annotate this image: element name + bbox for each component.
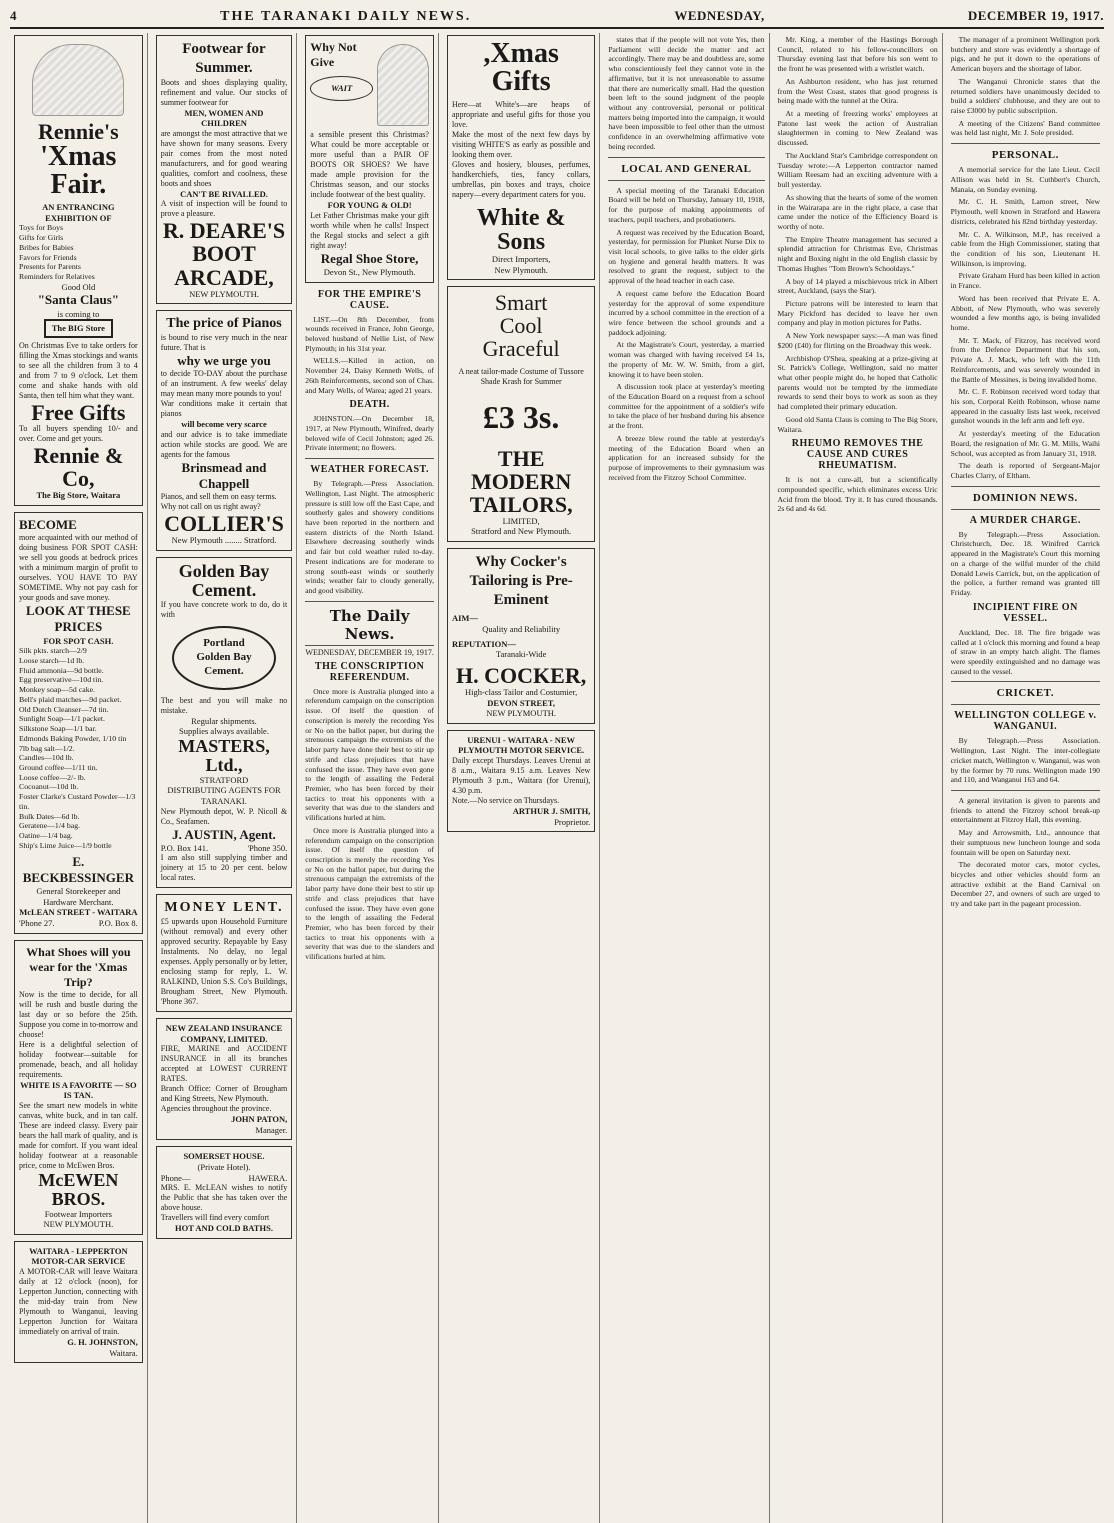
modern-address: Stratford and New Plymouth. [471,526,572,537]
modern-sub: LIMITED, [502,515,540,526]
somerset-place: HAWERA. [248,1172,288,1183]
personal-paragraph: The death is reported of Sergeant-Major Charles Clarry, of Eltham. [950,461,1100,481]
look-prices-heading: LOOK AT THESE PRICES [25,603,131,635]
beckbessinger-sub: General Storekeeper and Hardware Merchant. [36,886,121,907]
taranaki-wide: Taranaki-Wide [495,649,547,660]
death-heading: DEATH. [349,399,390,411]
weather-heading: WEATHER FORECAST. [310,464,429,476]
pianos-heading: The price of Pianos [166,316,282,332]
gifts-line: Reminders for Relatives [19,272,95,282]
deare-boot-ad [156,35,293,304]
spot-cash-label: FOR SPOT CASH. [43,635,114,646]
gifts-line: Bribes for Babies [19,242,74,252]
beckbessinger-po: P.O. Box 8. [98,917,138,928]
for-young-old: FOR YOUNG & OLD! [327,200,412,210]
fire-marine: FIRE, MARINE and ACCIDENT INSURANCE in all its branches accepted at LOWEST CURRENT RATES. [160,1044,288,1084]
xmas-gifts-heading: ,Xmas Gifts [483,38,559,97]
price-item: Edmonds Baking Powder, 1/10 tin [19,733,127,743]
waitara-lepperton: WAITARA - LEPPERTON [29,1245,128,1256]
rennie-xmas-fair-ad [14,35,143,506]
empire-cause-heading: FOR THE EMPIRE'S CAUSE. [317,288,422,311]
gifts-line: Gifts for Girls [19,233,64,243]
golden-bay-cement-ad [156,557,293,889]
regular-shipments: Regular shipments. [191,715,257,726]
article-paragraph: At a meeting of freezing works' employees at Patone last week the action of Australian slaughtermen in coming to New Zealand was discussed. [777,109,938,148]
modern-tailors-ad [447,286,595,542]
daily-news-title: The Daily News. [305,607,434,646]
masters-name: MASTERS, Ltd., [178,735,270,775]
personal-paragraph: Mr. C. A. Wilkinson, M.P., has received a cable from the High Commissioner, stating that the condition of his son, Lieutenant H. Wilkinson, is improving. [950,229,1100,268]
supplies-text: Supplies always available. [179,726,269,737]
masthead-date: DECEMBER 19, 1917. [967,8,1104,23]
mcewen-sub: Footwear Importers [44,1208,112,1219]
gifts-line: Presents for Parents [19,262,81,272]
urenui-note: Note.—No service on Thursdays. [451,796,560,806]
article-paragraph: A request was received by the Education Board, yesterday, for permission for Plunket Nurse Dix to visit local schools, to give talks to the elder girls on hygiene and general health matters. It was resolved to grant the request, subject to the approval of the head teacher in each case. [608,227,765,286]
article-paragraph: At the Magistrate's Court, yesterday, a married woman was charged with having received £4 1s, the property of Mr. W. W. Smith, from a girl, knowing it to have been stolen. [608,340,765,379]
reputation-label: REPUTATION— [451,638,516,649]
price-item: Egg preservative—10d tin. [19,675,104,685]
footwear-body-2: are amongst the most attractive that we have shown for many seasons. Every pair comes from the most noted manufacturers, and for good wearing qualities, comfort and coolness, these boots and shoes [160,128,288,188]
rennie-name: Rennie's [38,119,119,144]
become-body: more acquainted with our method of doing business FOR SPOT CASH: we sell you goods at bedrock prices with a minimum margin of profit to ourselves. YOU HAVE TO PAY SOMETIME. Why not pay cash for your goods and save money. [19,533,138,603]
golden-bay-heading: Golden Bay Cement. [178,560,270,600]
may-arrowsmith: May and Arrowsmith, Ltd., announce that their sumptuous new luncheon lounge and soda fountain will be open on Saturday next. [950,828,1100,857]
become-heading: BECOME [19,516,77,532]
urenui-heading: URENUI - WAITARA - NEW PLYMOUTH MOTOR SERVICE. [458,734,585,756]
price-item: Monkey soap—5d cake. [19,685,96,695]
price-item: Silkstone Soap—1/1 bar. [19,724,97,734]
beckbessinger-address: McLEAN STREET - WAITARA [19,907,138,918]
white-sons-ad [447,35,595,280]
article-paragraph: Picture patrons will be interested to learn that Mary Pickford has decided to leave her own company and play in motion pictures for Paths. [777,298,938,328]
price-item: Loose coffee—2/- lb. [19,772,86,782]
murder-heading: A MURDER CHARGE. [969,514,1081,526]
article-paragraph: A special meeting of the Taranaki Education Board will be held on Thursday, January 10, 1918, for the purpose of making appointments of teachers, pupil teachers, and probationers. [608,185,765,224]
personal-heading: PERSONAL. [991,149,1059,162]
golden-body-2: The best and you will make no mistake. [160,695,288,715]
regal-address: Devon St., New Plymouth. [323,266,416,277]
price-item: Bell's plaid matches—9d packet. [19,694,122,704]
pianos-body-2: to decide TO-DAY about the purchase of an instrument. A few weeks' delay may mean many more pounds to you! [160,369,288,399]
shoes-body-2: Here is a delightful selection of holiday footwear—suitable for promenade, beach, and all holiday requirements. [19,1039,138,1079]
arthur-role: Proprietor. [554,816,591,827]
hot-cold-baths: HOT AND COLD BATHS. [175,1223,273,1234]
graceful-text: Graceful [482,336,560,362]
price-item: Cocoanut—10d lb. [19,782,79,792]
news-text [778,35,938,434]
santa-claus-heading: "Santa Claus" [37,292,119,308]
oval-line: Portland [203,637,245,650]
footwear-heading: Footwear for Summer. [182,41,266,76]
brinsmead-chappell: Brinsmead and Chappell [181,459,267,491]
urenui-body: Daily except Thursdays. Leaves Urenui at 8 a.m., Waitara 9.15 a.m. Leaves New Plymouth 3 p.m., Waitara (for Urenui), 4.30 p.m. [451,756,591,796]
money-lent-heading: MONEY LENT. [164,900,284,916]
xmas-body-2: Make the most of the next few days by visiting WHITE'S as early as possible and looking them over. [451,130,591,159]
quality-text: Quality and Reliability [482,623,561,634]
money-lent-ad [156,894,293,1012]
local-general-text [608,186,764,483]
johnston-notice: JOHNSTON.—On December 18, 1917, at New Plymouth, Winifred, dearly beloved wife of Cecil Johnston; aged 26. Private interment; no flowers. [305,414,434,453]
personal-text [951,165,1100,481]
mcewen-shoes-ad [14,940,143,1235]
somerset-phone: Phone— [160,1172,191,1183]
personal-paragraph: Mr. C. F. Robinson received word today that his son, Corporal Keith Robinson, whose name appeared in the casualty lists last week, received gunshot wounds in the left arm and left eye. [950,387,1100,426]
article-paragraph: states that if the people will not vote Yes, then Parliament will decide the matter and act accordingly. There may be and doubtless are, some who conscientiously feel they cannot vote in the affirmative, but it is not unreasonable to assume that there are numerically small. Had the question been left to the sound judgment of the people without any controversial, personal or political matters being imported into the campaign, it would have been impossible to feel other than the utmost confidence in an overwhelming affirmative vote being recorded. [608,35,765,151]
why-not-give: Why Not Give [310,40,357,69]
masters-distributors: DISTRIBUTING AGENTS FOR TARANAKI. [167,785,281,806]
colliers-name: COLLIER'S [164,511,284,537]
gifts-list [19,223,138,281]
white-sub: Direct Importers, [491,254,551,264]
austin-agent: J. AUSTIN, Agent. [172,826,276,842]
murder-body: By Telegraph.—Press Association. Christchurch, Dec. 18. Winifred Carrick appeared in the Magistrate's Court this morning on a charge of the wilful murder of the child Donald Lewis Carrick, but, on the application of the police, a further remand was granted till Friday. [950,529,1100,598]
why-urge: why we urge you [177,352,271,368]
branch-office: Branch Office: Corner of Brougham and King Streets, New Plymouth. [160,1084,288,1104]
cricket-heading: CRICKET. [996,687,1054,700]
news-text-top [951,35,1100,138]
johnston-name: G. H. JOHNSTON, [67,1337,138,1348]
article-paragraph: A boy of 14 played a mischievous trick in Albert street, Auckland, (says the Star). [777,276,938,296]
rennie-address: The Big Store, Waitara [36,490,121,501]
why-body: a sensible present this Christmas? What could be more acceptable or more useful than a PAIR OF BOOTS OR SHOES? We have made ample provision for the Christmas season, and our stocks include footwear of the best quality. [310,130,429,199]
shoes-body-3: See the smart new models in white canvas, white buck, and in tan calf. These are indeed classy. Every pair bears the hall mark of quality, and is made for comfort. If you want ideal holiday footwear at a reasonable price, come to McEwen Bros. [19,1100,138,1170]
deare-name: R. DEARE'S [162,218,286,244]
wellington-college-heading: WELLINGTON COLLEGE v. WANGANUI. [954,710,1097,733]
price-item: Bulk Dates—6d lb. [19,811,80,821]
rennie-co: Rennie & Co, [33,442,124,492]
article-paragraph: A request came before the Education Board yesterday for the approval of some expenditure incurred by a school committee in the erection of a wire fence between the school grounds and a paddock adjoining. [608,288,765,337]
paton-name: JOHN PATON, [231,1114,288,1125]
pianos-body: is bound to rise very much in the near future. That is [160,332,288,352]
footwear-body: Boots and shoes displaying quality, refinement and value. Our stocks of summer footwear for [160,77,288,107]
article-paragraph: The Wanganui Chronicle states that the returned soldiers have unanimously decided to build a soldiers' clubhouse, and they are out to raise £3000 by public subscription. [950,76,1100,116]
deare-address: NEW PLYMOUTH. [189,288,259,299]
price-item: Silk pkts. starch—2/9 [19,646,87,656]
cocker-sub: High-class Tailor and Costumier, [465,686,578,697]
article-paragraph: The Auckland Star's Cambridge correspondent on Tuesday wrote:—A Lepperton contractor named William Reesam had an exciting adventure with a bull yesterday. [777,150,938,190]
conscription-heading: THE CONSCRIPTION REFERENDUM. [314,660,425,683]
wait-badge: WAIT [310,76,373,101]
coming-to: is coming to [57,308,100,319]
austin-po: P.O. Box 141. [160,842,209,853]
xmas-body: Here—at White's—are heaps of appropriate and useful gifts for those you love. [451,100,591,129]
price-item: Fluid ammonia—9d bottle. [19,665,104,675]
mrs-mclean: MRS. E. McLEAN wishes to notify the Public that she has taken over the above house. [160,1183,288,1213]
nz-insurance-name: NEW ZEALAND INSURANCE COMPANY, LIMITED. [165,1022,283,1044]
price-item: 7lb bag salt—1/2. [19,743,75,753]
daily-news-date: WEDNESDAY, DECEMBER 19, 1917. [305,647,434,657]
johnston-place: Waitara. [109,1347,138,1358]
article-paragraph: The manager of a prominent Wellington pork butchery and store was evidently a shortage of pigs, and he put it down to the operations of American buyers and the shortage of labor. [950,35,1100,74]
santa-illustration [32,44,124,116]
np-depot: New Plymouth depot, W. P. Nicoll & Co., Seafamen. [160,806,288,826]
father-christmas-body: Let Father Christmas make your gift worth while when he calls! Inspect the Regal stocks and select a gift right away! [310,210,429,250]
cocker-name: H. COCKER, [456,662,587,688]
article-paragraph: As showing that the hearts of some of the women in the Wairarapa are in the right place, a case that came under the notice of the Efficiency Board is worthy of note. [777,192,938,231]
column-4 [443,33,600,1523]
free-gifts-heading: Free Gifts [31,399,126,425]
santa-body: On Christmas Eve to take orders for filling the Xmas stockings and wants to see all the children from 3 to 4 and from 7 to 9 o'clock. Let them come and shake hands with old Santa, then tell him what they want. [19,340,138,400]
white-sons-name: White & Sons [476,205,566,255]
costume-price: £3 3s. [482,398,560,435]
price-item: Candles—10d lb. [19,753,74,763]
regal-name: Regal Shoe Store, [320,250,419,266]
column-6 [774,33,943,1523]
oval-line: Cement. [204,664,244,677]
white-favorite: WHITE IS A FAVORITE — SO IS TAN. [20,1079,137,1101]
travellers: Travellers will find every comfort [160,1213,270,1223]
austin-phone: 'Phone 350. [247,842,288,853]
regal-shoe-ad [305,35,434,283]
fire-vessel-body: Auckland, Dec. 18. The fire brigade was called at 1 o'clock this morning and found a heap of straw in an empty hatch alight. The flames were speedily extinguished and no damage was caused to the vessel. [950,627,1100,676]
cocker-street: DEVON STREET, [487,697,555,708]
somerset-name: SOMERSET HOUSE. [183,1151,265,1162]
cool-text: Cool [499,313,543,339]
shoes-body: Now is the time to decide, for all will be rush and bustle during the last day or so before the 25th. Suppose you come in to-morrow and choose! [19,989,138,1039]
personal-paragraph: Word has been received that Private E. A. Abbott, of New Plymouth, who was severely wounded a few months ago, is being invalided home. [950,293,1100,332]
editorial-body: Once more is Australia plunged into a referendum campaign on the conscription issue. Of itself the question of conscription is merely the recording Yes or No on the ballot paper, but during the strenuous campaign the extremists of the labor party have done their best to stir up strife and class prejudices that have confused the issue. They have even gone to the length of assailing the Federal Premier, who has been forced by their tactics to treat his opponents with a severity that was due to the slanders and vilifications hurled at him. [305,686,434,823]
nz-insurance-ad [156,1018,293,1141]
golden-body: If you have concrete work to do, do it with [160,599,288,619]
general-invitation: A general invitation is given to parents and friends to attend the Fitzroy school break-up entertainment at Fitzroy Hall, this evening. [950,795,1100,825]
pianos-body-3: and our advice is to take immediate action while stocks are good. We are agents for the famous [160,429,288,459]
oval-line: Golden Bay [196,650,252,663]
aim-label: AIM— [451,613,478,624]
price-item: Foster Clarke's Custard Powder—1/3 tin. [19,792,136,811]
fire-vessel-heading: INCIPIENT FIRE ON VESSEL. [972,601,1078,624]
urenui-motor-ad [447,730,595,833]
cricket-body: By Telegraph.—Press Association. Wellington, Last Night. The inter-collegiate cricket match, Wellington v. Wanganui, was won by the former by 70 runs. Wellington made 190 and 110, and Wanganui 163 and 64. [950,736,1100,785]
dominion-news-heading: DOMINION NEWS. [972,491,1078,504]
boot-arcade: BOOT ARCADE, [174,241,274,290]
article-paragraph: The Empire Theatre management has secured a splendid attraction for Christmas Eve, Christmas night and Boxing night in the old English classic by Thomas Hughes "Tom Brown's Schooldays." [777,234,938,273]
personal-paragraph: A memorial service for the late Lieut. Cecil Allison was held in St. Cuthbert's Church, Manaia, on Sunday evening. [950,165,1100,194]
article-paragraph: A breeze blew round the table at yesterday's meeting of the Education Board when an application for an increased subsidy for the purpose of improvements to their gymnasium was received from the Fitzroy School Committee. [608,433,765,482]
masthead [10,8,1104,29]
price-item: Sunlight Soap—1/1 packet. [19,714,105,724]
shoes-heading: What Shoes will you wear for the 'Xmas Trip? [26,944,131,989]
footwear-for: MEN, WOMEN AND CHILDREN [184,107,264,129]
cocker-address: NEW PLYMOUTH. [486,708,557,719]
article-paragraph: A discussion took place at yesterday's meeting of the Education Board on a request from a school committee for the appointment of a soldier's wife to take the place of her husband during his absence at the front. [608,382,765,431]
personal-paragraph: Mr. C. H. Smith, Lamon street, New Plymouth, well known in Stratford and Hawera districts, celebrated his 82nd birthday yesterday. [950,197,1100,226]
cocker-heading: Why Cocker's Tailoring is Pre-Eminent [469,554,573,608]
visit-text: A visit of inspection will be found to prove a pleasure. [160,199,288,219]
motor-cars: The decorated motor cars, motor cycles, bicycles and other vehicles should form an attractive exhibit at the Band Carnival on December 27, and owners of such are urged to try and take part in the pageant procession. [950,860,1100,909]
price-item: Old Dutch Cleanser—7d tin. [19,704,109,714]
wells-notice: WELLS.—Killed in action, on November 24, Daisy Kenneth Wells, of 26th Reinforcements, second son of Chas. and Mary Wells, of Warea; aged 21 years. [305,356,434,395]
beckbessinger-name: E. BECKBESSINGER [22,853,134,885]
article-paragraph: A meeting of the Citizens' Band committee was held last night, Mr. J. Sole presided. [950,118,1100,138]
article-paragraph: A New York newspaper says:—A man was fined $200 (£40) for flirting on the Broadway this week. [777,331,938,350]
price-item: Geratene—1/4 bag. [19,821,81,831]
big-store-badge: The BIG Store [44,319,113,338]
column-2 [152,33,298,1523]
article-paragraph: Mr. King, a member of the Hastings Borough Council, related to his fellow-councillors on Thursday evening last that before his son went to the front he was presented with a wristlet watch. [777,35,938,74]
somerset-house-ad [156,1146,293,1239]
mcewen-address: NEW PLYMOUTH. [43,1219,114,1230]
price-item: Ship's Lime Juice—1/9 bottle [19,840,112,850]
column-3 [301,33,439,1523]
why-not-call: Why not call on us right away? [160,502,261,512]
beckbessinger-ad [14,512,143,934]
white-address: New Plymouth. [494,264,548,275]
beckbessinger-phone: 'Phone 27. [19,917,55,928]
pianos-terms: Pianos, and sell them on easy terms. [160,492,277,502]
list-notice: LIST.—On 8th December, from wounds received in France, John George, beloved husband of Nellie List, of New Plymouth; in his 31st year. [305,314,434,353]
cant-be-rivalled: CAN'T BE RIVALLED. [180,188,268,199]
price-item: Oatine—1/4 bag. [19,831,73,841]
column-5 [604,33,769,1523]
editorial-text [608,35,764,152]
personal-paragraph: Mr. T. Mack, of Fitzroy, has received word from the Defence Department that his son, Private A. J. Mack, who left with the 11th Reinforcements, and was severely wounded in the Battle of Messines, is being invalided home. [950,335,1100,384]
arthur-smith: ARTHUR J. SMITH, [512,806,591,817]
page-number: 4 [10,8,17,23]
agencies: Agencies throughout the province. [160,1104,272,1114]
exhibition-label: AN ENTRANCING EXHIBITION OF [42,202,115,223]
tussore-text: A neat tailor-made Costume of Tussore Shade Krash for Summer [458,366,584,386]
austin-body: I am also still supplying timber and joinery at 15 to 20 per cent. below local rates. [160,853,288,883]
santa-illustration [377,44,429,126]
masthead-day: WEDNESDAY, [674,8,765,23]
war-conditions: War conditions make it certain that pianos [160,399,288,419]
price-item: Ground coffee—1/11 tin. [19,762,98,772]
rheumo-heading: RHEUMO REMOVES THE CAUSE AND CURES RHEUMATISM. [791,438,924,472]
price-item: Loose starch—1d lb. [19,655,85,665]
gifts-line: Toys for Boys [19,223,64,233]
lepperton-motor-ad [14,1241,143,1364]
weather-body: By Telegraph.—Press Association. Wellington, Last Night. The atmospheric pressure is still low off the East Cape, and southerly gales and showery conditions have been reported in the northern and eastern districts of the North Island. Elsewhere decreasing southerly winds and fair but cold weather ruled to-day. Present indications are for moderate to strong south-east winds or southerly winds; weather fair to cloudy generally, and good visibility. [305,479,434,596]
smart-text: Smart [494,290,548,316]
price-list [19,646,138,850]
personal-paragraph: At yesterday's meeting of the Education Board, the resignation of Mr. G. M. Mills, Waihi School, was accepted as from January 31, 1918. [950,429,1100,458]
column-1 [10,33,148,1523]
motor-service: MOTOR-CAR SERVICE [31,1256,126,1267]
article-paragraph: Good old Santa Claus is coming to The Big Store, Waitara. [777,414,938,434]
article-paragraph: Archbishop O'Shea, speaking at a prize-giving at St. Patrick's College, Wellington, said no matter what other people might do, he hoped that Catholic parents would not be tempted by the immediate rewards to send their boys to work as soon as they had completed their primary education. [777,353,938,412]
free-gifts-body: To all buyers spending 10/- and over. Come and get yours. [19,423,138,443]
colliers-pianos-ad [156,310,293,551]
gifts-line: Favors for Friends [19,252,77,262]
masters-place: STRATFORD [199,774,249,785]
scarce-text: will become very scarce [181,419,267,430]
column-7 [947,33,1104,1523]
editorial-para: Once more is Australia plunged into a referendum campaign on the conscription issue. Of itself the question of conscription is merely the recording Yes or No on the ballot paper, but during the strenuous campaign the extremists of the labor party have done their best to stir up strife and class prejudices that have confused the issue. They have even gone to the length of assailing the Federal Premier, who has been forced by their tactics to treat his opponents with a severity that was due to the slanders and vilifications hurled at him. [305,825,434,962]
cement-logo [172,626,276,690]
newspaper-title: THE TARANAKI DAILY NEWS. [220,9,472,24]
personal-paragraph: Private Graham Hurd has been killed in action in France. [950,271,1100,291]
money-body: £5 upwards upon Household Furniture (without removal) and every other approved security. Repayable by Easy Instalments. No delay, no legal expenses. Apply personally or by letter, enclosing stamp for reply, L. W. RALKIND, Union S.S. Co's Buildings, Brougham Street, New Plymouth. 'Phone 367. [160,916,288,1006]
mcewen-name: McEWEN BROS. [38,1169,119,1209]
xmas-body-3: Gloves and hosiery, blouses, perfumes, handkerchiefs, ties, fancy collars, umbrellas, pin boxes and trays, choice napery—every department caters for you. [451,160,591,199]
article-paragraph: An Ashburton resident, who has just returned from the West Coast, states that good progress is being made with the tunnel at the Otira. [777,76,938,106]
modern-tailors-name: THE MODERN TAILORS, [469,445,573,517]
paton-role: Manager. [255,1124,288,1135]
somerset-sub: (Private Hotel). [197,1162,251,1173]
editorial-continued [305,826,434,962]
xmas-fair-heading: 'Xmas Fair. [40,141,117,201]
rheumo-body: It is not a cure-all, but a scientifically compounded specific, which eliminates excess Uric Acid from the blood. Try it. It has cured thousands. 2s 6d and 4s 6d. [777,475,938,514]
local-general-heading: LOCAL AND GENERAL [621,162,752,175]
colliers-address: New Plymouth ........ Stratford. [171,535,277,546]
motor-body: A MOTOR-CAR will leave Waitara daily at 12 o'clock (noon), for Lepperton Junction, connecting with the mid-day train from New Plymouth to Wanganui, leaving Lepperton Junction for Waitara immediately on arrival of train. [19,1267,138,1337]
cocker-tailoring-ad [447,548,595,724]
good-old: Good Old [61,281,96,292]
